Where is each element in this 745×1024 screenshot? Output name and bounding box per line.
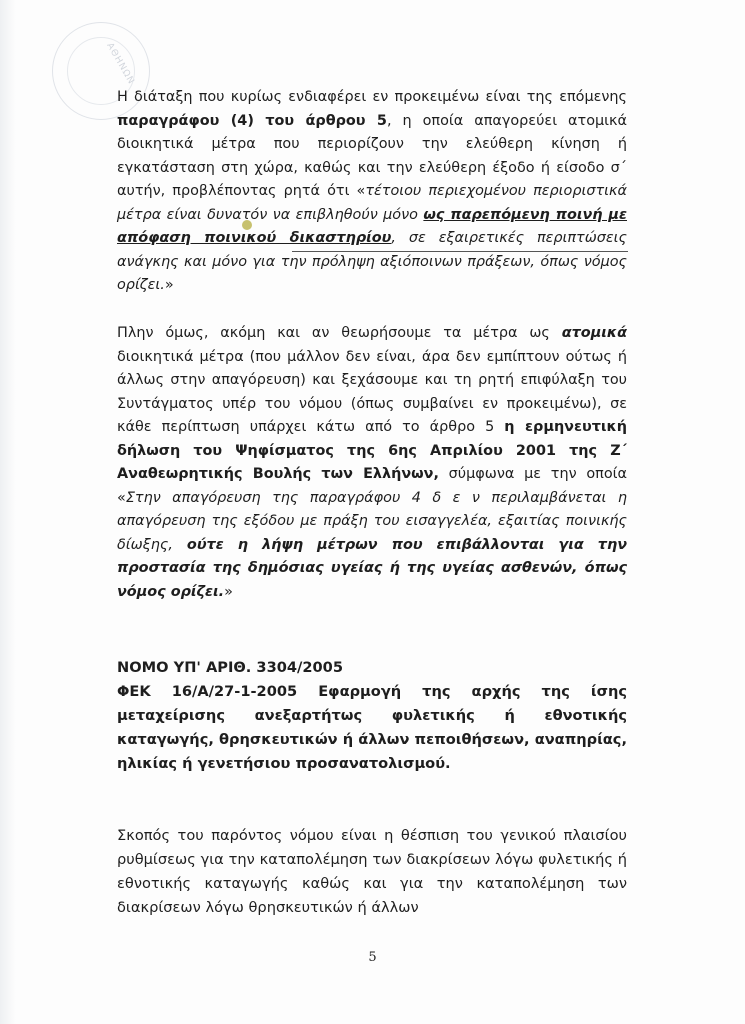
p1-text-2: , η οποία απαγορεύει ατομικά διοικητικά μέτρα που περιορίζουν την ελεύθερη κίνηση ή εγκατάσταση στη χώρα, καθώς και την ελεύθερη έξοδο ή είσοδο σ΄ αυτήν, προβλέποντας ρητά ότι « — [117, 112, 627, 199]
p2-quote-1: Στην απαγόρευση της παραγράφου 4 δ ε ν περιλαμβάνεται η απαγόρευση της εξόδου με πράξη του εισαγγελέα, εξαιτίας ποινικής δίωξης, — [117, 489, 627, 553]
law-heading — [117, 656, 627, 776]
paragraph-interpretive-statement — [117, 322, 627, 604]
paragraph-article-5 — [117, 86, 627, 298]
law-subtitle: ΦΕΚ 16/Α/27-1-2005 Εφαρμογή της αρχής της ίσης μεταχείρισης ανεξαρτήτως φυλετικής ή εθνοτικής καταγωγής, θρησκευτικών ή άλλων πεποιθήσεων, αναπηρίας, ηλικίας ή γενετήσιου προσανατολισμού. — [117, 683, 627, 772]
p1-quote-close: » — [164, 277, 174, 293]
p1-text-1: Η διάταξη που κυρίως ενδιαφέρει εν προκειμένω είναι της επόμενης — [117, 89, 627, 105]
p1-quote-emphasis: ως παρεπόμενη ποινή με απόφαση ποινικού δικαστηρίου — [117, 206, 627, 246]
p2-text-3: σύμφωνα με την οποία « — [117, 466, 627, 506]
p1-quote-1: τέτοιου περιεχομένου περιοριστικά μέτρα είναι δυνατόν να επιβληθούν μόνο — [117, 183, 627, 223]
paragraph-law-purpose — [117, 824, 627, 920]
p2-text-2: διοικητικά μέτρα (που μάλλον δεν είναι, άρα δεν εμπίπτουν ούτως ή άλλως στην απαγόρευση) και ξεχάσουμε και τη ρητή επιφύλαξη του Συντάγματος υπέρ του νόμου (όπως συμβαίνει εν προκειμένω), σε κάθε περίπτωση υπάρχει κάτω από το άρθρο 5 — [117, 348, 627, 435]
p2-text-1: Πλην όμως, ακόμη και αν θεωρήσουμε τα μέτρα ως — [117, 325, 562, 341]
p2-atomika: ατομικά — [561, 325, 627, 341]
underline-rule — [292, 251, 628, 252]
p2-quote-emphasis: ούτε η λήψη μέτρων που επιβάλλονται για την προστασία της δημόσιας υγείας ή της υγείας ασθενών, όπως νόμος ορίζει. — [117, 536, 627, 600]
stamp-text: ΑΘΗΝΩΝ — [104, 41, 137, 87]
p3-text: Σκοπός του παρόντος νόμου είναι η θέσπιση του γενικού πλαισίου ρυθμίσεως για την καταπολέμηση των διακρίσεων λόγω φυλετικής ή εθνοτικής καταγωγής καθώς και για την καταπολέμηση των διακρίσεων λόγω θρησκευτικών ή άλλων — [117, 827, 627, 916]
p1-article-reference: παραγράφου (4) του άρθρου 5 — [117, 112, 387, 129]
page-number: 5 — [368, 950, 377, 965]
p2-interpretive-statement: η ερμηνευτική δήλωση του Ψηφίσματος της 6ης Απριλίου 2001 της Ζ΄ Αναθεωρητικής Βουλής των Ελλήνων, — [117, 419, 627, 482]
p1-quote-2: , σε εξαιρετικές περιπτώσεις ανάγκης και μόνο για την πρόληψη αξιόποινων πράξεων, όπως νόμος ορίζει. — [117, 230, 627, 293]
law-title: ΝΟΜΟ ΥΠ' ΑΡΙΘ. 3304/2005 — [117, 659, 343, 676]
page-edge-shadow — [0, 0, 16, 1024]
p2-quote-close: » — [224, 583, 233, 600]
